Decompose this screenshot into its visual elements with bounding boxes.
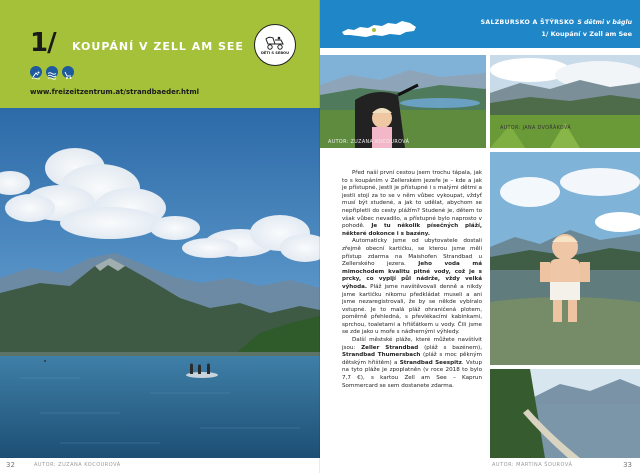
baby-photo [490, 152, 640, 365]
stroller-icon [62, 66, 74, 78]
section-header [320, 0, 640, 48]
left-footer [0, 458, 320, 473]
lake-photo [0, 108, 320, 458]
website-link[interactable]: www.freizeitzentrum.at/strandbaeder.html [30, 88, 200, 96]
valley-photo [490, 55, 640, 148]
page-number: 32 [6, 461, 15, 469]
page-number: 33 [623, 461, 632, 469]
website-bar [0, 85, 320, 103]
photo-credit: AUTOR: ZUZANA KOCOUROVÁ [34, 461, 121, 468]
badge-label: DĚTI S SEBOU [260, 50, 290, 55]
kids-badge [254, 24, 296, 66]
austria-map-icon [340, 18, 420, 40]
right-footer [320, 458, 640, 473]
photo-credit: AUTOR: MARTINA ŠOUROVÁ [492, 461, 573, 468]
right-page [320, 0, 640, 473]
chapter-number: 1/ [30, 28, 56, 58]
region-line [481, 19, 632, 26]
article-paragraph: Další městské pláže, které můžete navštívit jsou: Zeller Strandbad (pláž s bazénem), Strandbad Thumersbach (pláž s moc pěkným dětským hřištěm) a Strandbad Seespitz. Vstup na tyto pláže je zpoplatněn (v roce 2018 to bylo 7,7 €), s kartou Zell am See – Kaprun Sommercard se sem dostanete zdarma. [342, 337, 482, 389]
article-paragraph: Před naší první cestou jsem trochu tápala, jak to s koupáním v Zellerském jezeře je – kde a jak je přístupné, jestli je přístupné i s malými dětmi a jestli stojí za to se v něm vůbec vykoupat, vždyť musí být studené, a jak to udělat, abychom se nepřipletli do cesty plážím? Studené je, dětem to však vůbec nevadilo, a přístupné bylo naprosto v pohodě. Je tu několik písečných pláží, některé dokonce i s bazény. [342, 170, 482, 237]
article-paragraph: Automaticky jsme od ubytovatele dostali zřejmě obecní kartičku, se kterou jsme měli přístup zdarma na Maishofen Strandbad u Zellerského jezera. Jeho voda má mimochodem kvalitu pitné vody, což je s prcky, co vypijí půl nádrže, vždy velká výhoda. Pláž jsme navštěvovali denně a nikdy jsme kartičku nikomu předkládat museli a ani jsme nezaregistrovali, že by se někde vybíralo vstupné. Je to malá pláž ohraničená plotem, poměrně přehledná, s převlékacími kabinkami, sprchou, toaletami a hřišťátkem u vody. Čili jsme se zde jako u moře s nádhernými výhledy. [342, 238, 483, 336]
promenade-photo [490, 369, 640, 458]
series-name: S dětmi v báglu [577, 19, 632, 26]
article-text [342, 170, 482, 390]
region-name: SALZBURSKO A ŠTÝRSKO [480, 19, 575, 26]
water-icon [46, 66, 58, 78]
photo-credit: AUTOR: JANA DVOŘÁKOVÁ [500, 126, 572, 131]
chapter-line: 1/ Koupání v Zell am See [541, 30, 632, 38]
stroller-badge-icon [263, 35, 287, 51]
stroller-photo [320, 55, 486, 148]
photo-credit: AUTOR: ZUZANA KOCOUROVÁ [328, 140, 410, 145]
swimming-icon [30, 66, 42, 78]
chapter-title: KOUPÁNÍ V ZELL AM SEE [72, 40, 244, 53]
